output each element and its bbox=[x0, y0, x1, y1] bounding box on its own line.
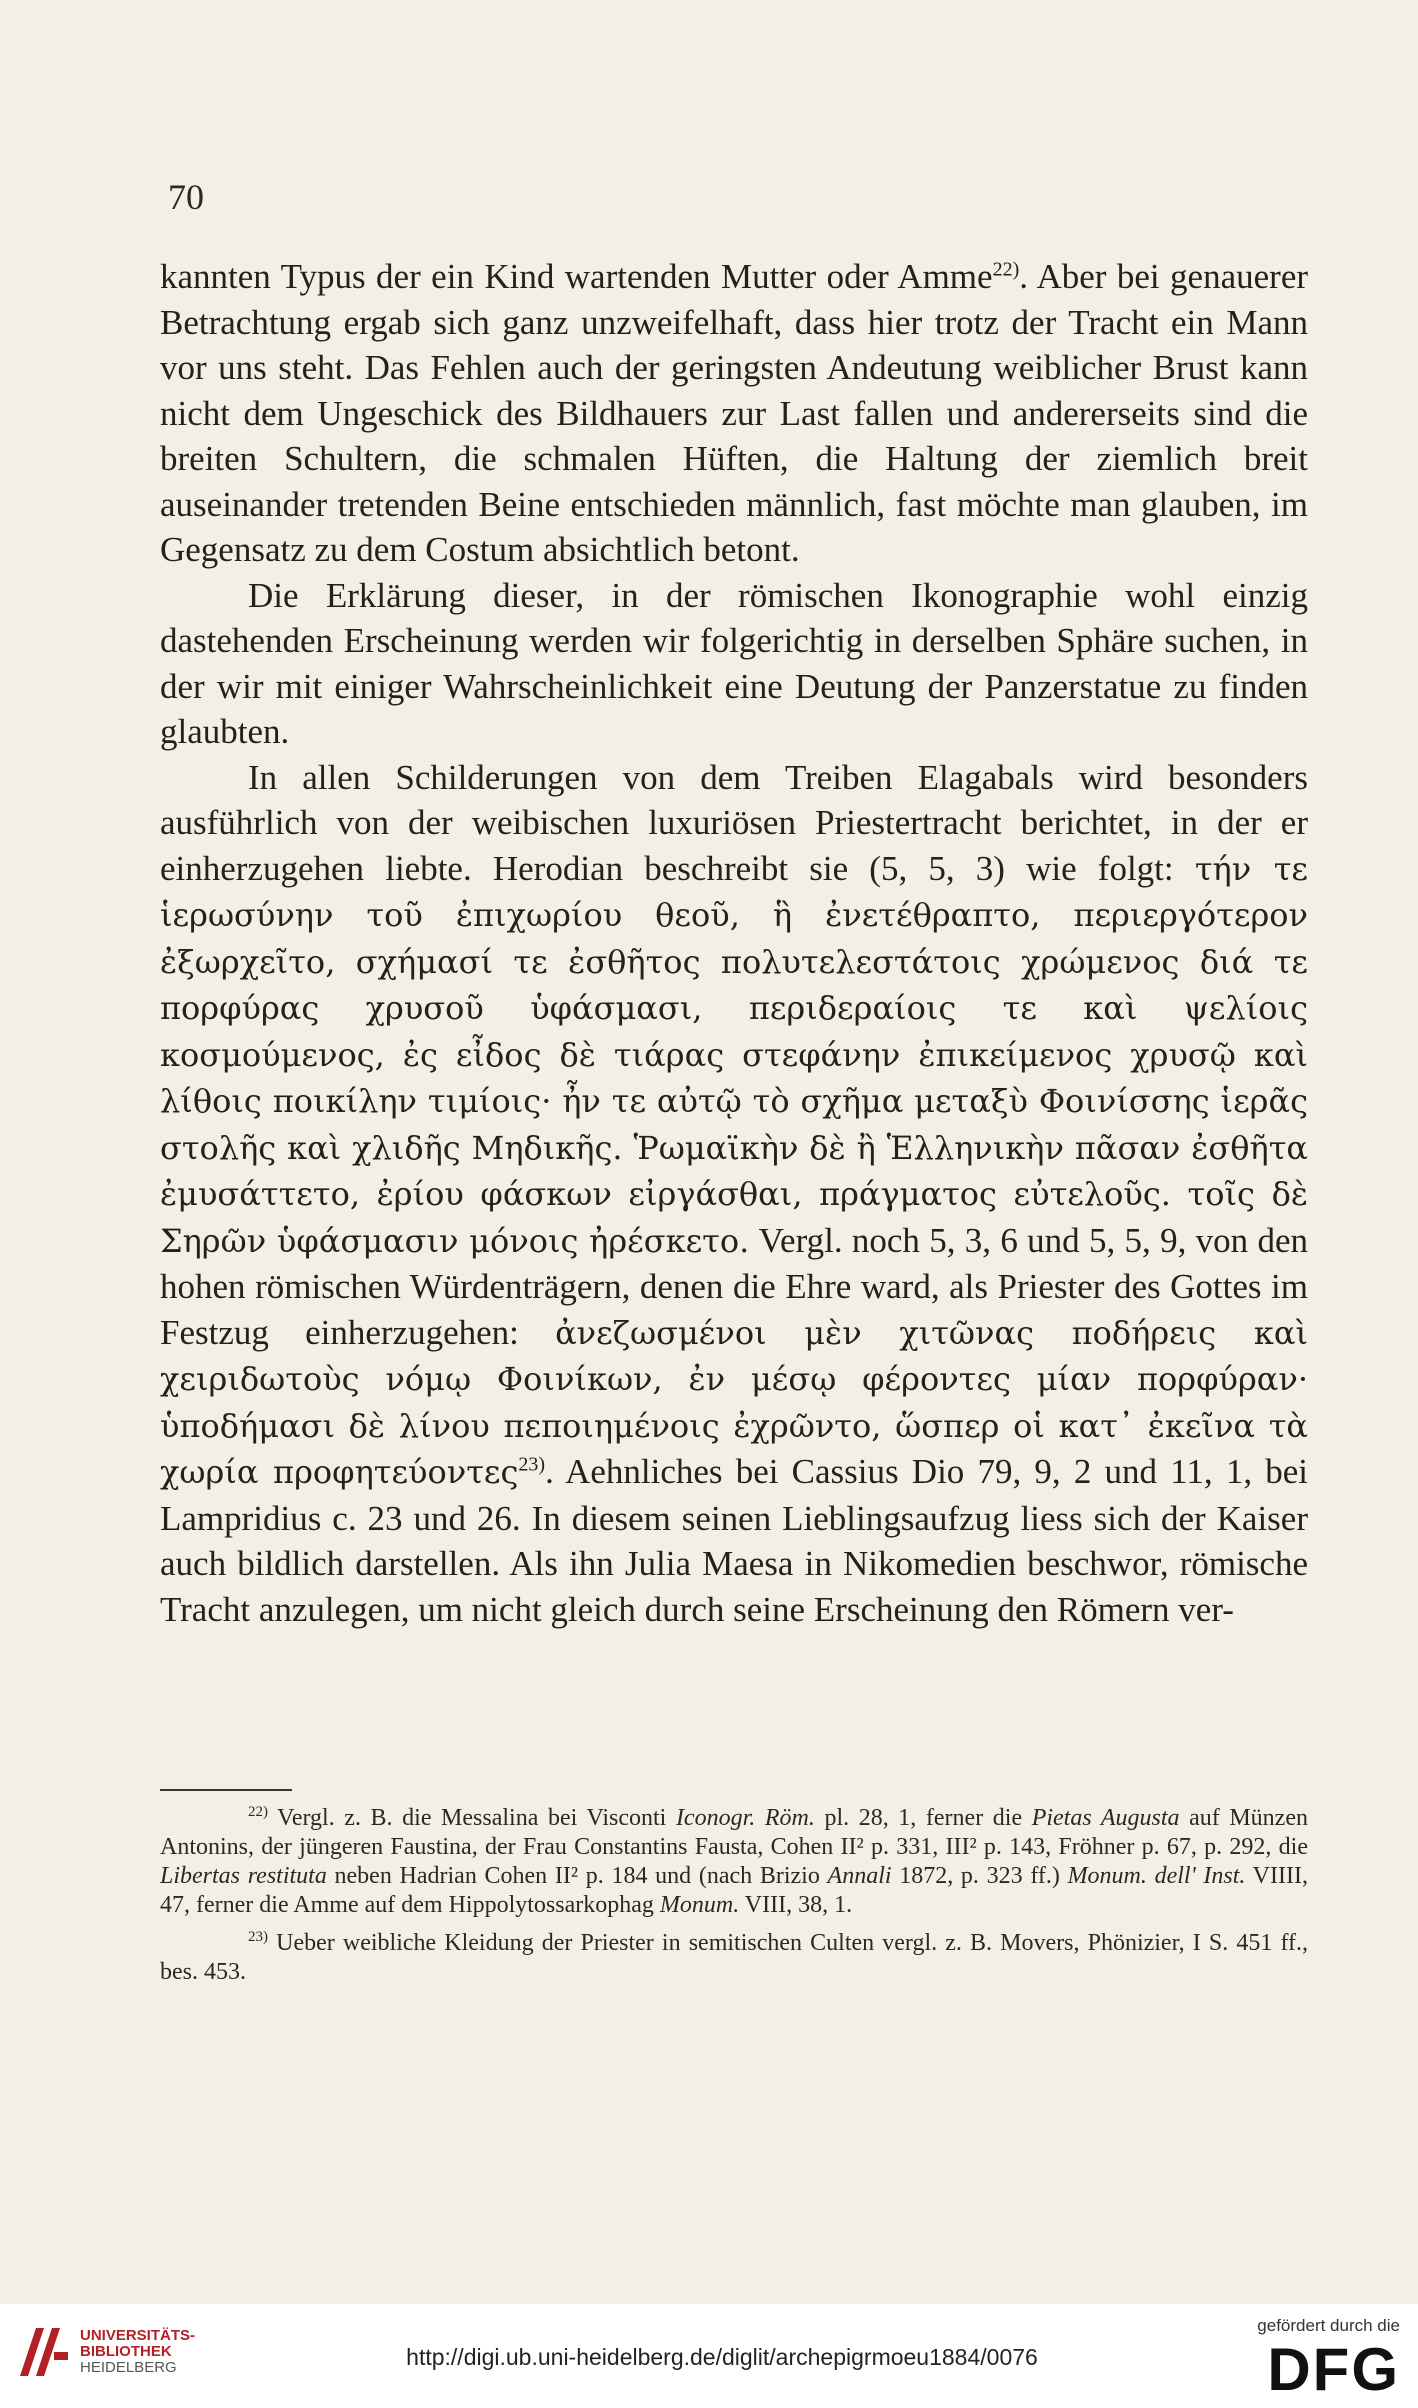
footnote-text: auf Münzen Antonins, der jüngeren Faustina, der Frau Constantins Fausta, Cohen II² p. 331, III² p. 143, Fröhner p. 67, p. 292, die bbox=[160, 1805, 1308, 1860]
footnote-text: neben Hadrian Cohen II² p. 184 und (nach Brizio bbox=[326, 1863, 828, 1889]
paragraph-3-text: In allen Schilderungen von dem Treiben Elagabals wird besonders ausführlich von der weibischen luxuriösen Priestertracht berichtet, in der er einherzugehen liebte. Herodian beschreibt sie (5, 5, 3) wie folgt: bbox=[160, 757, 1308, 888]
footnote-23 bbox=[160, 1929, 1308, 1987]
paragraph-1-text-cont: . Aber bei genauerer Betrachtung ergab sich ganz unzweifelhaft, dass hier trotz der Tracht ein Mann vor uns steht. Das Fehlen auch der geringsten Andeutung weiblicher Brust kann nicht dem Ungeschick des Bildhauers zur Last fallen und andererseits sind die breiten Schultern, die schmalen Hüften, die Haltung der ziemlich breit auseinander tretenden Beine entschieden männlich, fast möchte man glauben, im Gegensatz zu dem Costum absichtlich betont. bbox=[160, 257, 1309, 569]
footnote-title: Libertas restituta bbox=[160, 1863, 327, 1889]
body-text bbox=[160, 254, 1308, 1632]
paragraph-2 bbox=[160, 573, 1308, 755]
paragraph-3-text-mid: Vergl. noch 5, 3, 6 und 5, 5, 9, von den hohen römischen Würdenträgern, denen die Ehre ward, als Priester des Gottes im Festzug einherzugehen: bbox=[160, 1220, 1309, 1352]
footnote-marker: 23) bbox=[248, 1929, 268, 1945]
footnote-ref-23: 23) bbox=[518, 1453, 546, 1476]
footnote-title: Annali bbox=[827, 1863, 892, 1889]
footnote-text: VIII, 38, 1. bbox=[739, 1892, 853, 1918]
footnote-title: Iconogr. Röm. bbox=[675, 1805, 815, 1831]
paragraph-1 bbox=[160, 254, 1308, 573]
paragraph-2-text: Die Erklärung dieser, in der römischen Ikonographie wohl einzig dastehenden Erscheinung werden wir folgerichtig in derselben Sphäre suchen, in der wir mit einiger Wahrscheinlichkeit eine Deutung der Panzerstatue zu finden glaubten. bbox=[160, 575, 1308, 751]
dfg-logo[interactable]: DFG bbox=[1267, 2336, 1400, 2403]
university-library-logo-icon[interactable] bbox=[14, 2322, 72, 2382]
university-library-name[interactable] bbox=[80, 2328, 195, 2376]
footnote-marker: 22) bbox=[248, 1804, 268, 1820]
institution-line-1: UNIVERSITÄTS- bbox=[80, 2327, 196, 2344]
greek-quote-herodian: τήν τε ἱερωσύνην τοῦ ἐπιχωρίου θεοῦ, ἣ ἐνετέθραπτο, περιεργότερον ἐξωρχεῖτο, σχήμασί τε ἐσθῆτος πολυτελεστάτοις χρώμενος διά τε πορφύρας χρυσοῦ ὑφάσμασι, περιδεραίοις τε καὶ ψελίοις κοσμούμενος, ἐς εἶδος δὲ τιάρας στεφάνην ἐπικείμενος χρυσῷ καὶ λίθοις ποικίλην τιμίοις· ἦν τε αὐτῷ τὸ σχῆμα μεταξὺ Φοινίσσης ἱερᾶς στολῆς καὶ χλιδῆς Μηδικῆς. Ῥωμαϊκὴν δὲ ἢ Ἑλληνικὴν πᾶσαν ἐσθῆτα ἐμυσάττετο, ἐρίου φάσκων εἰργάσθαι, πράγματος εὐτελοῦς. τοῖς δὲ Σηρῶν ὑφάσμασιν μόνοις ἠρέσκετο. bbox=[160, 849, 1309, 1260]
footnote-text: Ueber weibliche Kleidung der Priester in semitischen Culten vergl. z. B. Movers, Phönizier, I S. 451 ff., bes. 453. bbox=[160, 1930, 1308, 1985]
paragraph-1-text: kannten Typus der ein Kind wartenden Mutter oder Amme bbox=[160, 257, 993, 296]
footnote-text: VIIII, 47, ferner die Amme auf dem Hippolytossarkophag bbox=[160, 1863, 1308, 1918]
institution-line-2: BIBLIOTHEK bbox=[80, 2343, 172, 2360]
footnote-ref-22: 22) bbox=[992, 258, 1020, 281]
footnote-text: 1872, p. 323 ff.) bbox=[891, 1863, 1068, 1889]
footnote-text: pl. 28, 1, ferner die bbox=[814, 1805, 1032, 1831]
paragraph-3-text-cont: . Aehnliches bei Cassius Dio 79, 9, 2 und 11, 1, bei Lampridius c. 23 und 26. In diesem seinen Lieblingsaufzug liess sich der Kaiser auch bildlich darstellen. Als ihn Julia Maesa in Nikomedien beschwor, römische Tracht anzulegen, um nicht gleich durch seine Erscheinung den Römern ver- bbox=[160, 1452, 1309, 1629]
footnote-divider bbox=[160, 1789, 292, 1791]
footnote-text: Vergl. z. B. die Messalina bei Visconti bbox=[268, 1805, 676, 1831]
footnote-title: Monum. dell' Inst. bbox=[1067, 1863, 1246, 1889]
footnote-title: Pietas Augusta bbox=[1031, 1805, 1180, 1831]
paragraph-3 bbox=[160, 755, 1308, 1633]
footnote-title: Monum. bbox=[659, 1892, 740, 1918]
institution-line-3: HEIDELBERG bbox=[80, 2359, 177, 2376]
greek-quote-festzug: ἀνεζωσμένοι μὲν χιτῶνας ποδήρεις καὶ χειριδωτοὺς νόμῳ Φοινίκων, ἐν μέσῳ φέροντες μίαν πορφύραν· ὑποδήμασι δὲ λίνου πεποιημένοις ἐχρῶντο, ὥσπερ οἱ κατ᾽ ἐκεῖνα τὰ χωρία προφητεύοντες bbox=[160, 1313, 1309, 1491]
footnote-22 bbox=[160, 1804, 1308, 1920]
permalink-url[interactable]: http://digi.ub.uni-heidelberg.de/diglit/archepigrmoeu1884/0076 bbox=[406, 2344, 1038, 2370]
page-number: 70 bbox=[168, 177, 204, 217]
footnotes bbox=[160, 1804, 1308, 1987]
funding-caption: gefördert durch die bbox=[1257, 2316, 1400, 2335]
